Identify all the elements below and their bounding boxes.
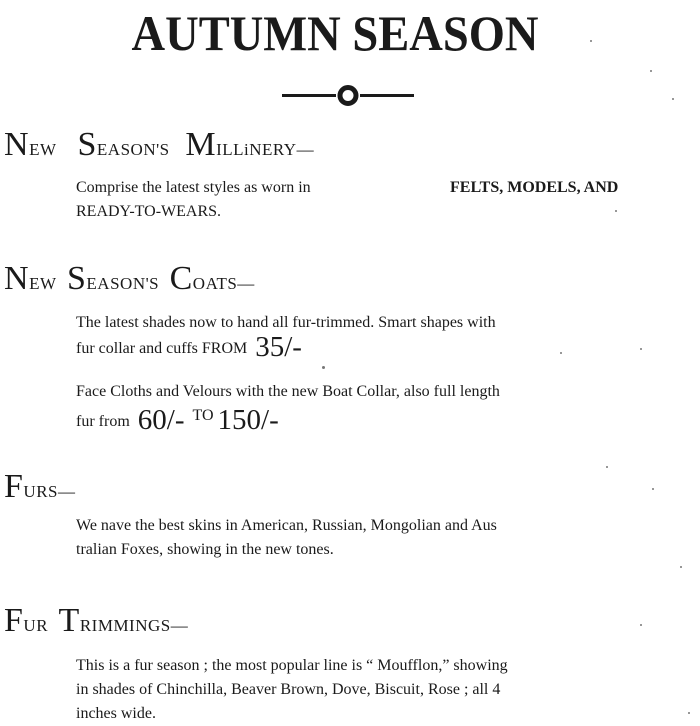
heading-rest: UR (23, 616, 49, 635)
paragraph-text: The latest shades now to hand all fur-trimmed. Smart shapes with (76, 314, 496, 331)
price: 150/- (217, 404, 279, 436)
heading-initial: C (169, 260, 193, 297)
heading-millinery (4, 128, 314, 162)
heading-rest: ILLiNERY— (216, 140, 315, 159)
paragraph-text: in shades of Chinchilla, Beaver Brown, Dove, Biscuit, Rose ; all 4 (76, 681, 501, 698)
paragraph-text: inches wide. (76, 705, 156, 722)
page-title: AUTUMN SEASON (131, 5, 539, 61)
heading-fur-trimmings (4, 604, 188, 638)
heading-coats (4, 262, 255, 296)
heading-rest: EASON'S (86, 274, 160, 293)
heading-initial: S (77, 126, 97, 163)
heading-rest: OATS— (192, 274, 255, 293)
heading-furs (4, 470, 76, 504)
price: 60/- (137, 404, 185, 436)
paragraph-bold: FELTS, MODELS, AND (450, 179, 619, 196)
paragraph-text: This is a fur season ; the most popular line is “ Moufflon,” showing (76, 657, 508, 674)
heading-initial: F (4, 602, 24, 639)
heading-initial: N (4, 260, 30, 297)
divider-ornament (282, 84, 414, 108)
heading-initial: S (67, 260, 87, 297)
heading-initial: F (4, 468, 24, 505)
paragraph-text: We nave the best skins in American, Russian, Mongolian and Aus (76, 517, 497, 534)
heading-rest: EASON'S (96, 140, 170, 159)
paragraph-text: Comprise the latest styles as worn in (76, 179, 311, 196)
paragraph-text: Face Cloths and Velours with the new Boat Collar, also full length (76, 383, 500, 400)
heading-initial: M (185, 126, 217, 163)
heading-rest: EW (29, 274, 57, 293)
paragraph-text: fur from (76, 413, 130, 430)
paragraph-text: tralian Foxes, showing in the new tones. (76, 541, 334, 558)
price: 35/- (255, 331, 302, 363)
paragraph-text: fur collar and cuffs FROM (76, 340, 248, 357)
paragraph-text: READY-TO-WEARS. (76, 203, 222, 220)
heading-rest: EW (29, 140, 57, 159)
heading-rest: URS— (23, 482, 76, 501)
heading-rest: RIMMINGS— (79, 616, 189, 635)
paragraph-millinery (76, 176, 700, 224)
price-separator: TO (192, 407, 214, 424)
heading-initial: N (4, 126, 30, 163)
heading-initial: T (58, 602, 80, 639)
paragraph-coats-1 (76, 311, 700, 361)
paragraph-fur-trimmings (76, 654, 700, 726)
paragraph-furs (76, 514, 700, 562)
paragraph-coats-2 (76, 380, 700, 434)
